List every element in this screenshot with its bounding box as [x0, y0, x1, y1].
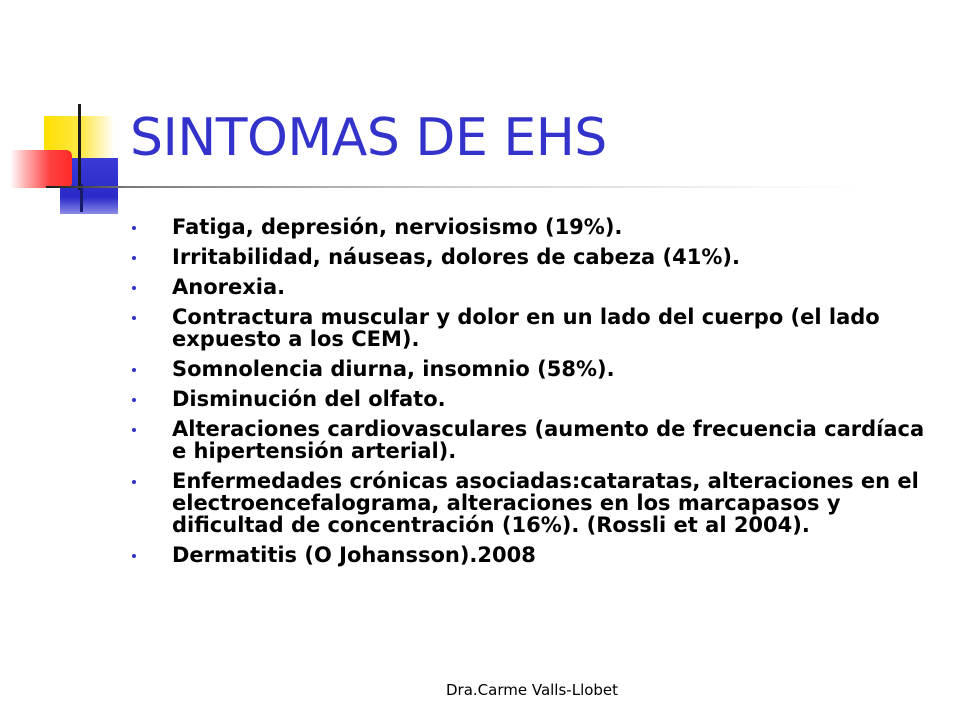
bullet-dot-icon [132, 316, 136, 320]
bullet-text: Irritabilidad, náuseas, dolores de cabeza (41%). [172, 245, 740, 269]
bullet-list [128, 216, 940, 574]
bullet-dot-icon [132, 398, 136, 402]
title-underline [46, 186, 866, 188]
decor-vertical-line [78, 104, 81, 190]
bullet-text: Disminución del olfato. [172, 387, 446, 411]
slide-footer: Dra.Carme Valls-Llobet [446, 681, 619, 699]
bullet-text: Enfermedades crónicas asociadas:cataratas, alteraciones en el electroencefalograma, alteraciones en los marcapasos y dificultad de concentración (16%). (Rossli et al 2004). [172, 469, 919, 537]
bullet-dot-icon [132, 480, 136, 484]
bullet-item [128, 388, 940, 410]
bullet-dot-icon [132, 226, 136, 230]
bullet-dot-icon [132, 256, 136, 260]
bullet-text: Contractura muscular y dolor en un lado del cuerpo (el lado expuesto a los CEM). [172, 305, 880, 351]
decor-vertical-line-lower [80, 184, 83, 212]
decor-red-block [10, 150, 72, 188]
bullet-item [128, 306, 940, 350]
bullet-text: Fatiga, depresión, nerviosismo (19%). [172, 215, 623, 239]
bullet-dot-icon [132, 368, 136, 372]
bullet-text: Alteraciones cardiovasculares (aumento de frecuencia cardíaca e hipertensión arterial). [172, 417, 925, 463]
bullet-item [128, 358, 940, 380]
bullet-item [128, 216, 940, 238]
bullet-dot-icon [132, 286, 136, 290]
bullet-item [128, 276, 940, 298]
bullet-item [128, 418, 940, 462]
bullet-text: Dermatitis (O Johansson).2008 [172, 543, 536, 567]
bullet-text: Somnolencia diurna, insomnio (58%). [172, 357, 615, 381]
slide-title: SINTOMAS DE EHS [130, 108, 607, 168]
bullet-item [128, 470, 940, 536]
bullet-dot-icon [132, 554, 136, 558]
bullet-text: Anorexia. [172, 275, 286, 299]
bullet-dot-icon [132, 428, 136, 432]
bullet-item [128, 246, 940, 268]
bullet-item [128, 544, 940, 566]
